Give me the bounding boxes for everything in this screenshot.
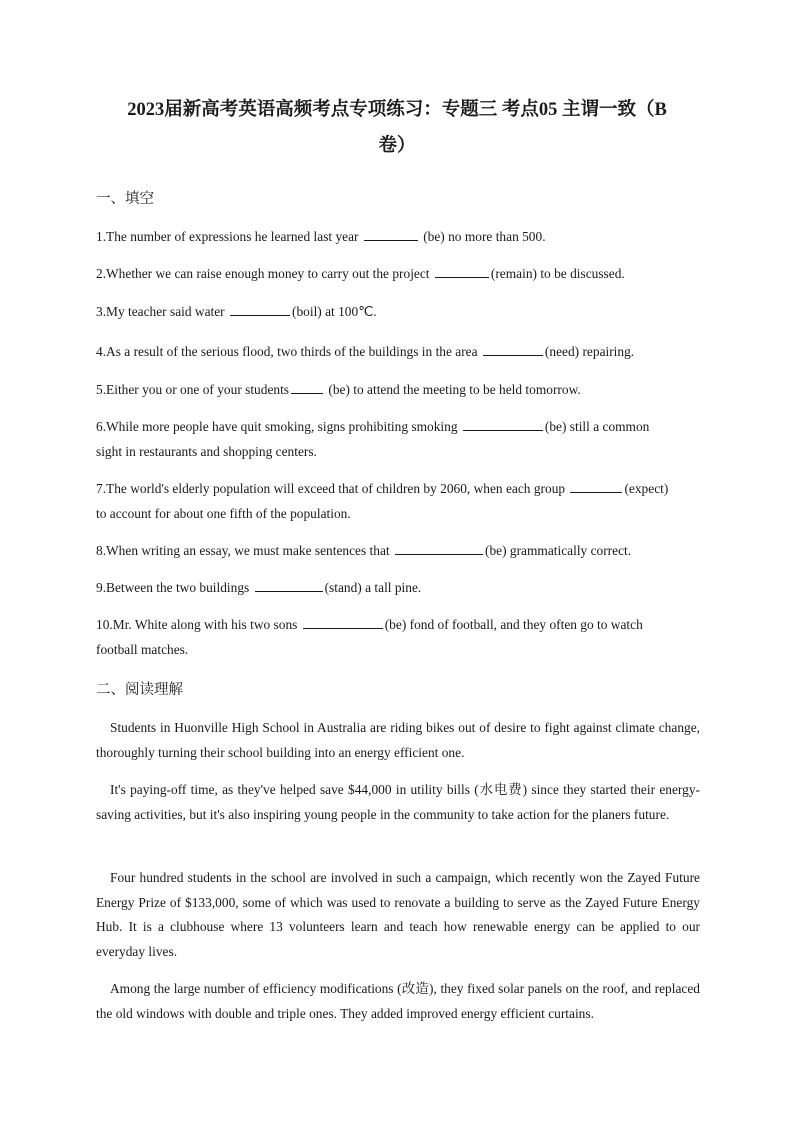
document-title: [96, 92, 698, 164]
section-heading-fill-in: 一、填空: [96, 191, 154, 207]
answer-blank[interactable]: [291, 379, 323, 394]
question-text: (remain) to be discussed.: [490, 266, 625, 281]
question-2: [96, 262, 698, 287]
question-6: [96, 415, 698, 464]
answer-blank[interactable]: [303, 614, 383, 629]
question-text: (stand) a tall pine.: [324, 580, 422, 595]
question-5: [96, 378, 698, 403]
answer-blank[interactable]: [364, 226, 418, 241]
question-text-continued: to account for about one fifth of the population.: [96, 505, 351, 521]
question-text-continued: football matches.: [96, 641, 189, 657]
section-heading-reading: 二、阅读理解: [96, 682, 183, 698]
answer-blank[interactable]: [395, 540, 483, 555]
question-text: 2.Whether we can raise enough money to carry out the project: [96, 266, 433, 281]
title-line-2: 卷）: [378, 136, 416, 156]
question-text: 7.The world's elderly population will exceed that of children by 2060, when each group: [96, 481, 569, 496]
question-text: 1.The number of expressions he learned last year: [96, 229, 362, 244]
question-text: (expect): [624, 481, 669, 496]
reading-paragraph-4: Among the large number of efficiency modifications (改造), they fixed solar panels on the roof, and replaced the old windows with double and triple ones. They added improved energy efficient curtains.: [96, 981, 700, 1021]
reading-paragraph-3: Four hundred students in the school are involved in such a campaign, which recently won the Zayed Future Energy Prize of $133,000, some of which was used to renovate a building to serve as the Zayed Future Energy Hub. It is a clubhouse where 13 volunteers learn and teach how renewable energy can be applied to our everyday lives.: [96, 870, 700, 959]
title-line-1: 2023届新高考英语高频考点专项练习：专题三 考点05 主谓一致（B: [127, 100, 667, 120]
question-text: 6.While more people have quit smoking, signs prohibiting smoking: [96, 419, 461, 434]
question-text: 8.When writing an essay, we must make sentences that: [96, 543, 393, 558]
answer-blank[interactable]: [463, 416, 543, 431]
question-text: 4.As a result of the serious flood, two thirds of the buildings in the area: [96, 344, 481, 359]
question-text: (be) no more than 500.: [419, 229, 546, 244]
question-text-continued: sight in restaurants and shopping centers.: [96, 443, 317, 459]
question-text: 10.Mr. White along with his two sons: [96, 617, 301, 632]
answer-blank[interactable]: [255, 577, 323, 592]
answer-blank[interactable]: [483, 341, 543, 356]
question-8: [96, 539, 698, 564]
question-text: 5.Either you or one of your students: [96, 382, 290, 397]
answer-blank[interactable]: [570, 478, 622, 493]
question-9: [96, 576, 698, 601]
question-10: [96, 613, 698, 662]
question-text: (be) to attend the meeting to be held tomorrow.: [325, 382, 581, 397]
question-3: [96, 300, 698, 325]
question-7: [96, 477, 698, 526]
reading-paragraph-1: Students in Huonville High School in Australia are riding bikes out of desire to fight against climate change, thoroughly turning their school building into an energy efficient one.: [96, 720, 700, 760]
answer-blank[interactable]: [230, 301, 290, 316]
question-text: (boil) at 100℃.: [292, 304, 377, 319]
question-text: (be) fond of football, and they often go to watch: [384, 617, 643, 632]
question-text: 3.My teacher said water: [96, 304, 228, 319]
question-1: [96, 225, 698, 250]
answer-blank[interactable]: [435, 263, 489, 278]
question-text: (need) repairing.: [544, 344, 635, 359]
reading-paragraph-2: It's paying-off time, as they've helped save $44,000 in utility bills (水电费) since they started their energy-saving activities, but it's also inspiring young people in the community to take action for the planers future.: [96, 782, 700, 822]
question-4: [96, 340, 698, 365]
question-text: 9.Between the two buildings: [96, 580, 253, 595]
question-text: (be) grammatically correct.: [485, 543, 632, 558]
question-text: (be) still a common: [544, 419, 650, 434]
